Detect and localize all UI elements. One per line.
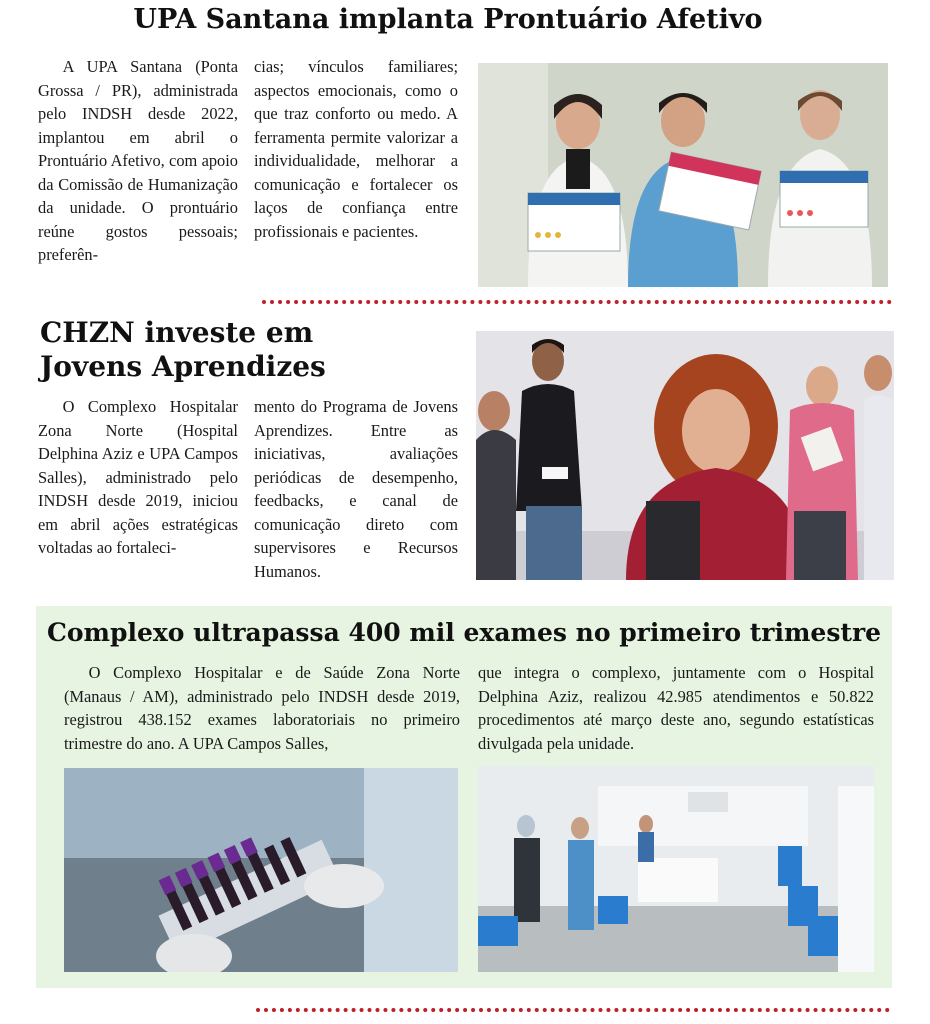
article2-title	[40, 316, 326, 384]
article3-column-1	[64, 661, 460, 755]
article1-title: UPA Santana implanta Prontuário Afetivo	[133, 4, 763, 35]
article3-photo-blood-samples	[64, 768, 458, 972]
article2-title-line2: Jovens Aprendizes	[40, 350, 326, 383]
article2-photo-young-apprentices	[476, 331, 894, 580]
article2-column-1	[38, 395, 238, 560]
article3-title: Complexo ultrapassa 400 mil exames no primeiro trimestre	[46, 618, 882, 647]
article2-title-line1: CHZN investe em	[40, 316, 314, 349]
article1-photo-nurses	[478, 63, 888, 287]
separator-dotted-1	[262, 300, 892, 304]
article1-paragraph-1: A UPA Santana (Ponta Grossa / PR), administrada pelo INDSH desde 2022, implantou em abril o Prontuário Afetivo, com apoio da Comissão de Humanização da unidade. O prontuário reúne gostos pessoais; preferên-	[38, 57, 238, 264]
article1-paragraph-2: cias; vínculos familiares; aspectos emocionais, como o que traz conforto ou medo. A ferramenta permite valorizar a individualidade, melhorar a comunicação e fortalecer os laços de confiança entre profissionais e pacientes.	[254, 57, 458, 241]
article2-column-2	[254, 395, 458, 583]
article1-column-1	[38, 55, 238, 267]
article2-paragraph-1: O Complexo Hospitalar Zona Norte (Hospital Delphina Aziz e UPA Campos Salles), administrado pelo INDSH desde 2019, iniciou em abril ações estratégicas voltadas ao fortaleci-	[38, 397, 238, 557]
article1-column-2	[254, 55, 458, 243]
article3-photo-emergency-room	[478, 766, 874, 972]
separator-dotted-2	[256, 1008, 890, 1012]
article3-paragraph-2: que integra o complexo, juntamente com o Hospital Delphina Aziz, realizou 42.985 atendimentos e 50.822 procedimentos até março deste ano, segundo estatísticas divulgada pela unidade.	[478, 663, 874, 753]
article3-paragraph-1: O Complexo Hospitalar e de Saúde Zona Norte (Manaus / AM), administrado pelo INDSH desde 2019, registrou 438.152 exames laboratoriais no primeiro trimestre do ano. A UPA Campos Salles,	[64, 663, 460, 753]
article2-paragraph-2: mento do Programa de Jovens Aprendizes. Entre as iniciativas, avaliações periódicas de desempenho, feedbacks, e canal de comunicação direto com supervisores e Recursos Humanos.	[254, 397, 458, 581]
article3-column-2	[478, 661, 874, 755]
